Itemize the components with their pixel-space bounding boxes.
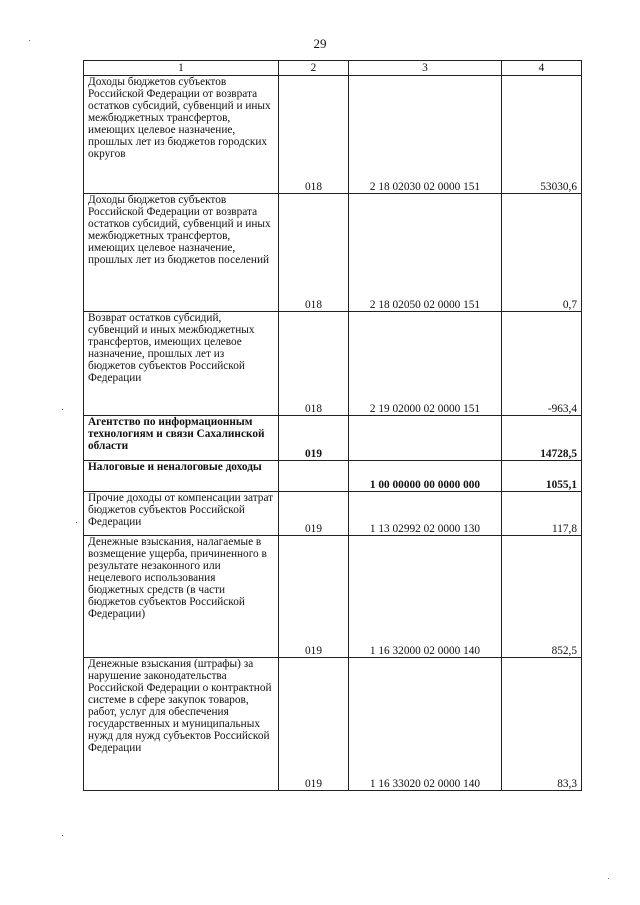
- row-amount: 83,3: [502, 658, 582, 791]
- row-name: Доходы бюджетов субъектов Российской Федерации от возврата остатков субсидий, субвенций и иных межбюджетных трансфертов, имеющих целевое назначение, прошлых лет из бюджетов поселений: [84, 194, 279, 312]
- table-row-subsection: [84, 461, 582, 492]
- row-name: Возврат остатков субсидий, субвенций и иных межбюджетных трансфертов, имеющих целевое назначение, прошлых лет из бюджетов субъектов Российской Федерации: [84, 312, 279, 416]
- row-budget-code: 1 16 32000 02 0000 140: [349, 536, 502, 658]
- row-admin-code: 018: [279, 76, 349, 194]
- scan-speck: [76, 522, 77, 523]
- row-admin-code: 019: [279, 658, 349, 791]
- row-admin-code: 019: [279, 536, 349, 658]
- row-name: Налоговые и неналоговые доходы: [84, 461, 279, 492]
- row-name: Доходы бюджетов субъектов Российской Федерации от возврата остатков субсидий, субвенций и иных межбюджетных трансфертов, имеющих целевое назначение, прошлых лет из бюджетов городских округов: [84, 76, 279, 194]
- column-header-2: 2: [279, 61, 349, 76]
- row-budget-code: 2 18 02050 02 0000 151: [349, 194, 502, 312]
- row-amount: 14728,5: [502, 416, 582, 461]
- row-name: Агентство по информационным технологиям и связи Сахалинской области: [84, 416, 279, 461]
- row-budget-code: 1 16 33020 02 0000 140: [349, 658, 502, 791]
- table-row-section: [84, 416, 582, 461]
- table-row: [84, 194, 582, 312]
- row-amount: -963,4: [502, 312, 582, 416]
- table-row: [84, 658, 582, 791]
- row-budget-code: [349, 416, 502, 461]
- row-amount: 0,7: [502, 194, 582, 312]
- row-admin-code: 019: [279, 492, 349, 536]
- row-admin-code: 019: [279, 416, 349, 461]
- scan-speck: [29, 40, 30, 41]
- scan-speck: [62, 835, 63, 836]
- table-row: [84, 76, 582, 194]
- row-budget-code: 1 13 02992 02 0000 130: [349, 492, 502, 536]
- row-amount: 852,5: [502, 536, 582, 658]
- row-name: Прочие доходы от компенсации затрат бюджетов субъектов Российской Федерации: [84, 492, 279, 536]
- row-admin-code: 018: [279, 194, 349, 312]
- row-budget-code: 2 19 02000 02 0000 151: [349, 312, 502, 416]
- column-header-4: 4: [502, 61, 582, 76]
- budget-revenue-table: [83, 60, 582, 791]
- row-name: Денежные взыскания, налагаемые в возмещение ущерба, причиненного в результате незаконного или нецелевого использования бюджетных средств (в части бюджетов субъектов Российской Федерации): [84, 536, 279, 658]
- row-budget-code: 2 18 02030 02 0000 151: [349, 76, 502, 194]
- table-row: [84, 492, 582, 536]
- scan-speck: [608, 878, 609, 879]
- column-header-1: 1: [84, 61, 279, 76]
- row-admin-code: [279, 461, 349, 492]
- scan-speck: [62, 409, 63, 410]
- row-name: Денежные взыскания (штрафы) за нарушение законодательства Российской Федерации о контрактной системе в сфере закупок товаров, работ, услуг для обеспечения государственных и муниципальных нужд для нужд субъектов Российской Федерации: [84, 658, 279, 791]
- table-row: [84, 536, 582, 658]
- row-budget-code: 1 00 00000 00 0000 000: [349, 461, 502, 492]
- row-amount: 117,8: [502, 492, 582, 536]
- page-number: 29: [313, 36, 327, 51]
- table-header-row: [84, 61, 582, 76]
- row-amount: 53030,6: [502, 76, 582, 194]
- row-amount: 1055,1: [502, 461, 582, 492]
- table-row: [84, 312, 582, 416]
- column-header-3: 3: [349, 61, 502, 76]
- row-admin-code: 018: [279, 312, 349, 416]
